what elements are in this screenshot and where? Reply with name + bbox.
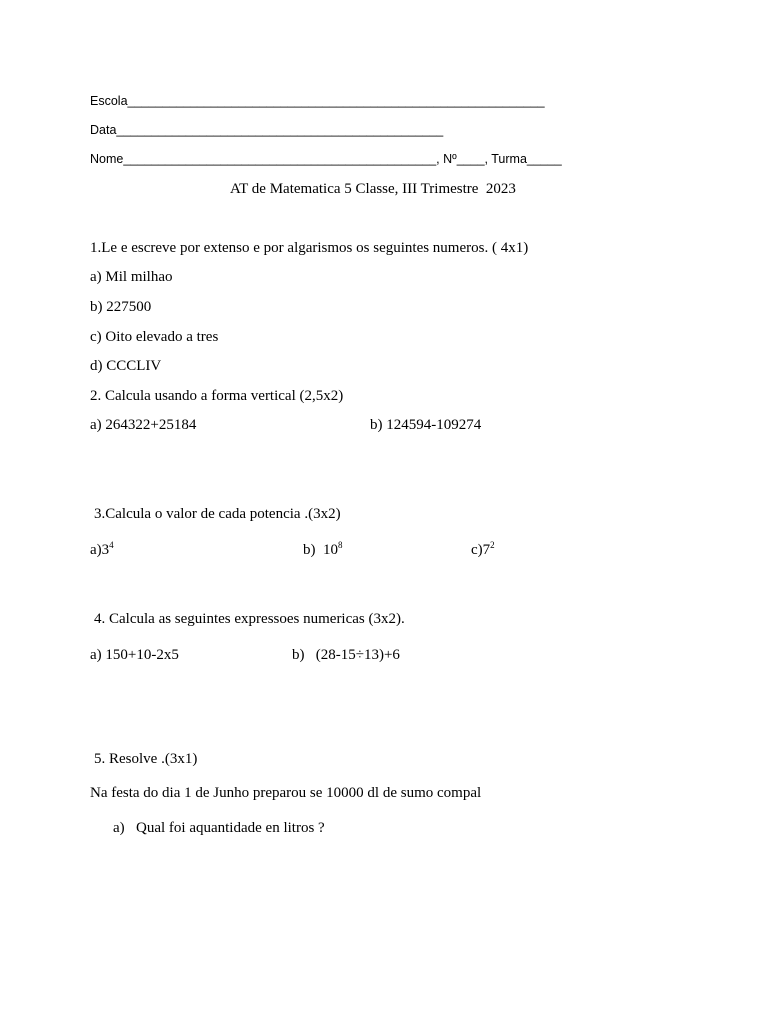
question-5-statement: Na festa do dia 1 de Junho preparou se 10000 dl de sumo compal (90, 785, 482, 801)
question-1-item-b: b) 227500 (90, 299, 152, 315)
question-2-item-b: b) 124594-109274 (370, 417, 482, 433)
data-field: Data_______________________________________________ (90, 123, 444, 137)
question-4-item-b: b) (28-15÷13)+6 (292, 647, 400, 663)
question-5-item-a: Qual foi aquantidade en litros ? (136, 820, 325, 836)
question-3-item-b-exponent: 8 (338, 540, 343, 550)
question-3-item-c (471, 540, 495, 558)
question-1-prompt: 1.Le e escreve por extenso e por algarismos os seguintes numeros. ( 4x1) (90, 240, 529, 256)
question-3-item-c-exponent: 2 (490, 540, 495, 550)
question-3-item-c-base: c)7 (471, 542, 491, 558)
question-5-item-a-marker: a) (113, 820, 125, 836)
question-4-prompt: 4. Calcula as seguintes expressoes numericas (3x2). (94, 611, 405, 627)
question-3-item-a-exponent: 4 (109, 540, 114, 550)
question-2-prompt: 2. Calcula usando a forma vertical (2,5x2) (90, 388, 344, 404)
question-5-prompt: 5. Resolve .(3x1) (94, 751, 198, 767)
page-title: AT de Matematica 5 Classe, III Trimestre 2023 (230, 181, 516, 197)
question-3-item-a (90, 540, 114, 558)
escola-field: Escola____________________________________________________________ (90, 94, 545, 108)
question-4-item-a: a) 150+10-2x5 (90, 647, 179, 663)
question-1-item-d: d) CCCLIV (90, 358, 162, 374)
question-3-item-b-base: b) 10 (303, 542, 338, 558)
question-2-item-a: a) 264322+25184 (90, 417, 197, 433)
question-1-item-c: c) Oito elevado a tres (90, 329, 219, 345)
question-1-item-a: a) Mil milhao (90, 269, 173, 285)
nome-field: Nome_____________________________________________, Nº____, Turma_____ (90, 152, 562, 166)
question-3-item-a-base: a)3 (90, 542, 110, 558)
question-3-item-b (303, 540, 343, 558)
question-3-prompt: 3.Calcula o valor de cada potencia .(3x2) (94, 506, 341, 522)
